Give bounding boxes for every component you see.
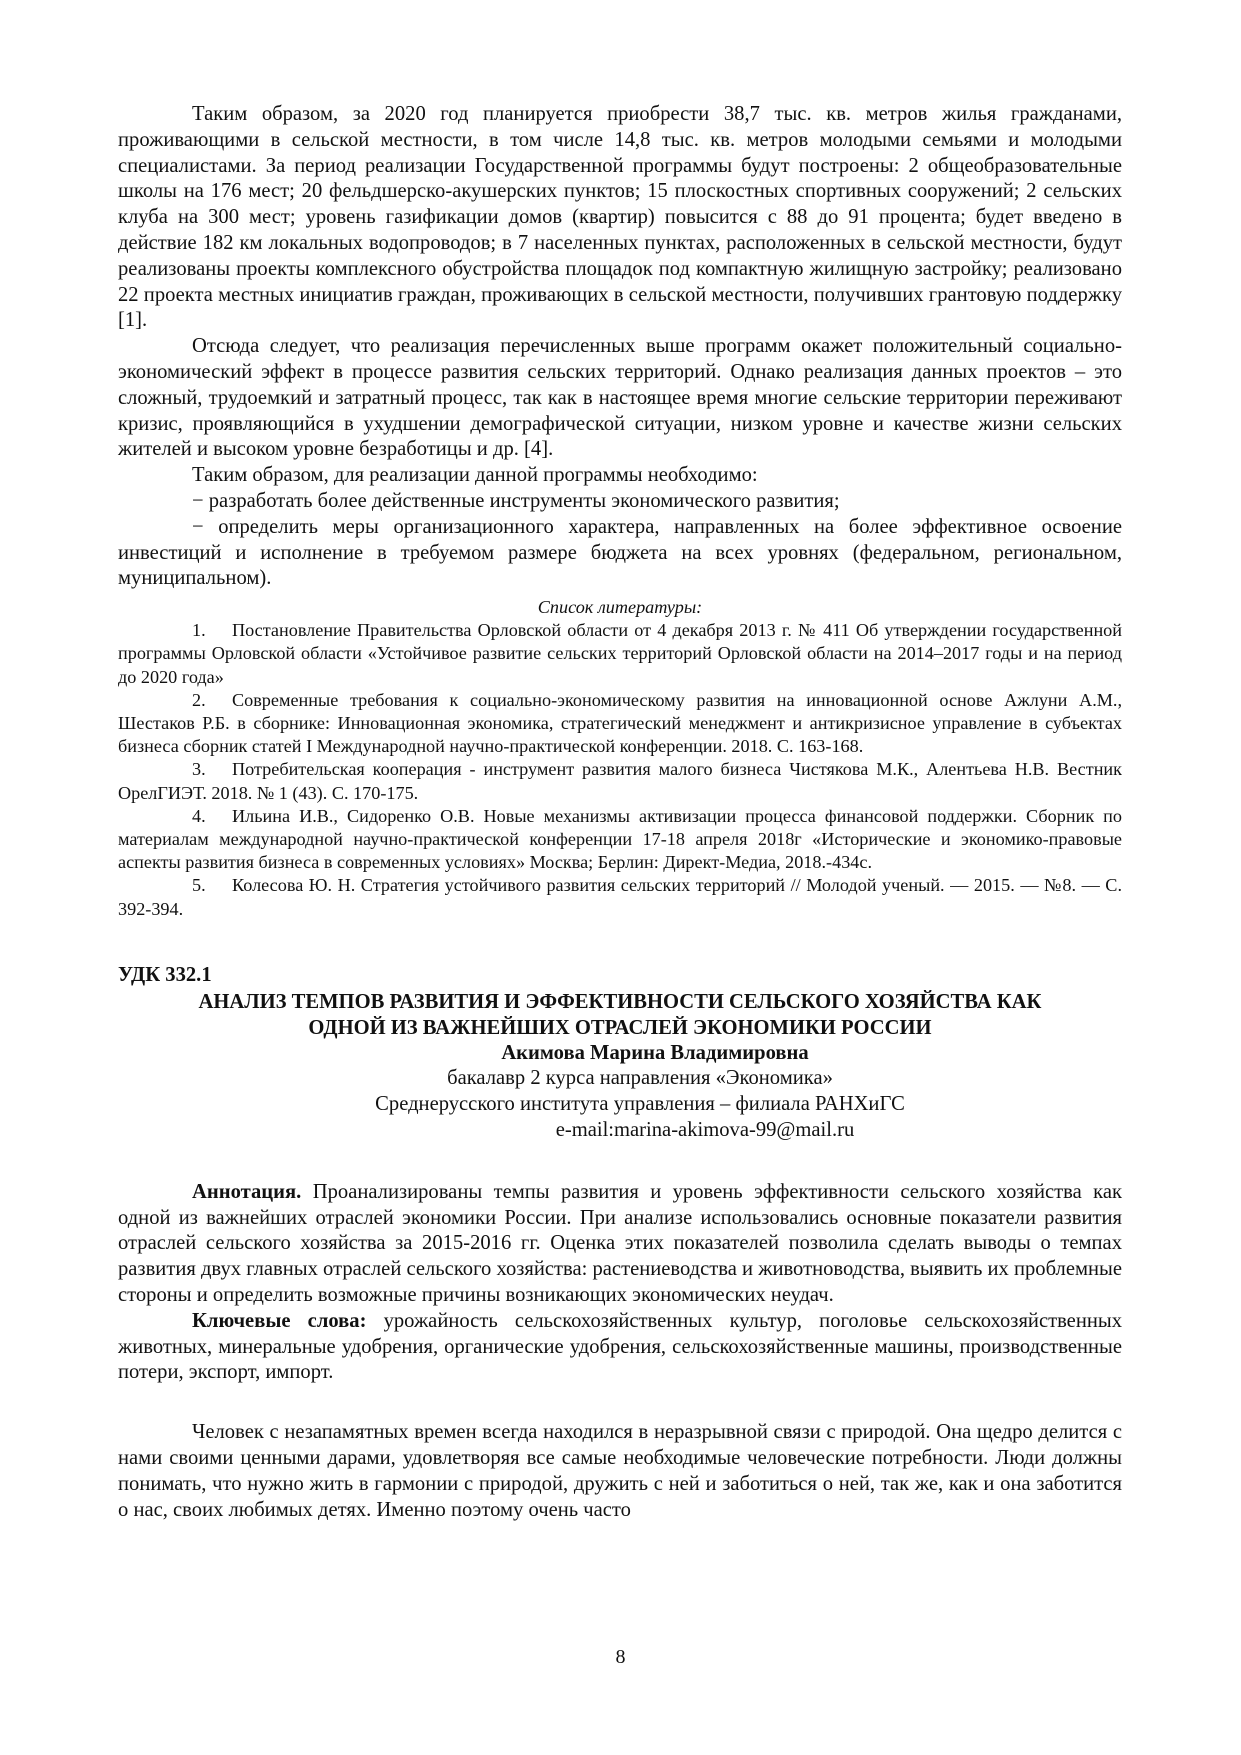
reference-item bbox=[118, 805, 1122, 875]
keywords-paragraph bbox=[118, 1309, 1122, 1386]
reference-number: 5. bbox=[192, 875, 206, 896]
keywords-label: Ключевые слова: bbox=[192, 1309, 367, 1332]
reference-item bbox=[118, 689, 1122, 759]
abstract-paragraph bbox=[118, 1180, 1122, 1309]
author-institution: Среднерусского института управления – филиала РАНХиГС bbox=[375, 1093, 905, 1116]
article-title bbox=[118, 989, 1122, 1041]
paragraph-conclusion: Отсюда следует, что реализация перечисленных выше программ окажет положительный социально-экономический эффект в процессе развития сельских территорий. Однако реализация данных проектов – это сложный, трудоемкий и затратный процесс, так как в настоящее время многие сельские территории переживают кризис, проявляющийся в ухудшении демографической ситуации, низком уровне и качестве жизни сельских жителей и высоком уровне безработицы и др. [4]. bbox=[118, 335, 1122, 461]
reference-number: 3. bbox=[192, 759, 206, 780]
abstract-text: Проанализированы темпы развития и уровень эффективности сельского хозяйства как одной из важнейших отраслей экономики России. При анализе использовались основные показатели развития отраслей сельского хозяйства за 2015-2016 гг. Оценка этих показателей позволила сделать выводы о темпах развития двух главных отраслей сельского хозяйства: растениеводства и животноводства, выявить их проблемные стороны и определить возможные причины возникающих экономических неудач. bbox=[118, 1180, 1122, 1306]
list-item: − разработать более действенные инструменты экономического развития; bbox=[192, 489, 840, 512]
keywords-text: урожайность сельскохозяйственных культур, поголовье сельскохозяйственных животных, минеральные удобрения, органические удобрения, сельскохозяйственные машины, производственные потери, экспорт, импорт. bbox=[118, 1309, 1122, 1384]
author-email: e-mail:marina-akimova-99@mail.ru bbox=[555, 1118, 855, 1141]
reference-item bbox=[118, 758, 1122, 804]
reference-text: Постановление Правительства Орловской области от 4 декабря 2013 г. № 411 Об утверждении государственной программы Орловской области «Устойчивое развитие сельских территорий Орловской области на 2014–2017 годы и на период до 2020 года» bbox=[118, 620, 1122, 687]
reference-number: 2. bbox=[192, 689, 206, 710]
page-number: 8 bbox=[615, 1646, 626, 1668]
document-page bbox=[118, 102, 1122, 1523]
body-paragraph: Человек с незапамятных времен всегда находился в неразрывной связи с природой. Она щедро делится с нами своими ценными дарами, удовлетворяя все самые необходимые человеческие потребности. Люди должны понимать, что нужно жить в гармонии с природой, дружить с ней и заботиться о ней, так же, как и она заботится о нас, своих любимых детях. Именно поэтому очень часто bbox=[118, 1421, 1122, 1521]
author-name: Акимова Марина Владимировна bbox=[501, 1041, 809, 1064]
reference-number: 1. bbox=[192, 620, 206, 641]
reference-text: Потребительская кооперация - инструмент развития малого бизнеса Чистякова М.К., Алентьева Н.В. Вестник ОрелГИЭТ. 2018. № 1 (43). С. 170-175. bbox=[118, 759, 1122, 803]
reference-number: 4. bbox=[192, 805, 206, 826]
paragraph-program-results: Таким образом, за 2020 год планируется приобрести 38,7 тыс. кв. метров жилья гражданами, проживающими в сельской местности, в том числе 14,8 тыс. кв. метров молодыми семьями и молодыми специалистами. За период реализации Государственной программы будут построены: 2 общеобразовательные школы на 176 мест; 20 фельдшерско-акушерских пунктов; 15 плоскостных спортивных сооружений; 2 сельских клуба на 300 мест; уровень газификации домов (квартир) повысится с 88 до 91 процента; будет введено в действие 182 км локальных водопроводов; в 7 населенных пунктах, расположенных в сельской местности, будут реализованы проекты комплексного обустройства площадок под компактную жилищную застройку; реализовано 22 проекта местных инициатив граждан, проживающих в сельской местности, получивших грантовую поддержку [1]. bbox=[118, 103, 1122, 332]
reference-text: Колесова Ю. Н. Стратегия устойчивого развития сельских территорий // Молодой ученый. — 2015. — №8. — С. 392-394. bbox=[118, 875, 1122, 919]
reference-item bbox=[118, 874, 1122, 920]
abstract-label: Аннотация. bbox=[192, 1180, 302, 1203]
paragraph-requirements-intro: Таким образом, для реализации данной программы необходимо: bbox=[192, 464, 758, 487]
udk-code: УДК 332.1 bbox=[118, 963, 212, 986]
reference-text: Современные требования к социально-экономическому развития на инновационной основе Ажлуни А.М., Шестаков Р.Б. в сборнике: Инновационная экономика, стратегический менеджмент и антикризисное управление в субъектах бизнеса сборник статей I Международной научно-практической конференции. 2018. С. 163-168. bbox=[118, 689, 1122, 757]
list-item: − определить меры организационного характера, направленных на более эффективное освоение инвестиций и исполнение в требуемом размере бюджета на всех уровнях (федеральном, региональном, муниципальном). bbox=[118, 515, 1122, 590]
author-position: бакалавр 2 курса направления «Экономика» bbox=[447, 1067, 833, 1090]
reference-item bbox=[118, 619, 1122, 689]
article-title-line: АНАЛИЗ ТЕМПОВ РАЗВИТИЯ И ЭФФЕКТИВНОСТИ СЕЛЬСКОГО ХОЗЯЙСТВА КАК bbox=[198, 990, 1042, 1013]
reference-text: Ильина И.В., Сидоренко О.В. Новые механизмы активизации процесса финансовой поддержки. Сборник по материалам международной научно-практической конференции 17-18 апреля 2018г «Исторические и экономико-правовые аспекты развития бизнеса в современных условиях» Москва; Берлин: Директ-Медиа, 2018.-434с. bbox=[118, 805, 1122, 873]
article-title-line: ОДНОЙ ИЗ ВАЖНЕЙШИХ ОТРАСЛЕЙ ЭКОНОМИКИ РОССИИ bbox=[308, 1016, 932, 1039]
references-heading: Список литературы: bbox=[537, 597, 703, 618]
